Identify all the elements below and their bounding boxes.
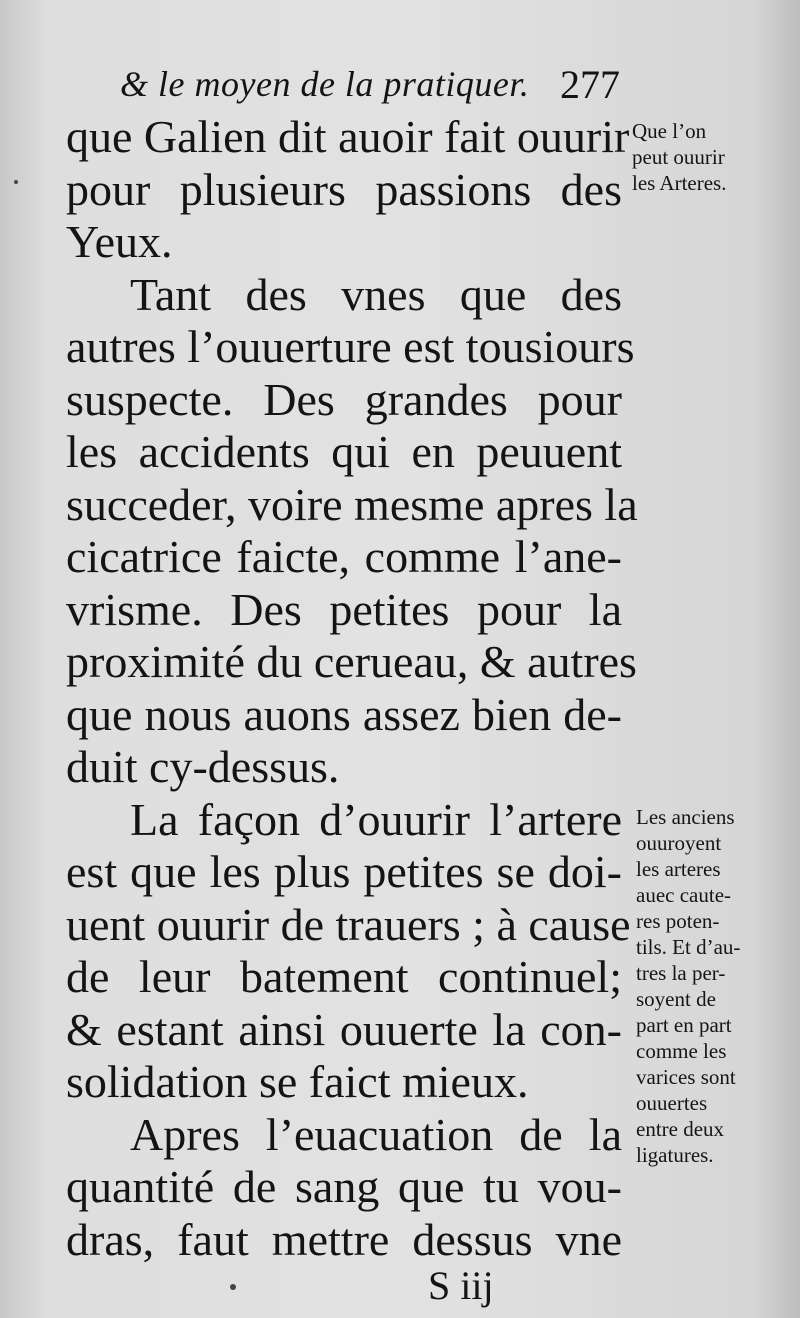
text-line: quantité de sang que tu vou- <box>66 1161 622 1212</box>
text-line: Apres l’euacuation de la <box>130 1108 622 1160</box>
text-line: succeder, voire mesme apres la <box>66 478 638 530</box>
margin-note-arteries <box>632 118 726 196</box>
text-line: de leur batement continuel; <box>66 951 622 1002</box>
text-line: les accidents qui en peuuent <box>66 426 622 477</box>
margin-note-line: entre deux <box>636 1117 725 1141</box>
text-line: est que les plus petites se doi- <box>66 846 622 897</box>
text-line: vrisme. Des petites pour la <box>66 583 622 635</box>
margin-note-ancients <box>636 804 740 1168</box>
margin-note-line: tres la per- <box>636 961 726 985</box>
margin-note-line: peut ouurir <box>632 145 725 169</box>
margin-note-line: comme les <box>636 1039 727 1063</box>
page-number: 277 <box>560 62 620 107</box>
text-line: autres l’ouuerture est tousiours <box>66 321 635 372</box>
margin-note-line: Que l’on <box>632 119 707 143</box>
margin-note-line: varices sont <box>636 1065 736 1089</box>
text-line: dras, faut mettre dessus vne <box>66 1213 622 1265</box>
text-line: suspecte. Des grandes pour <box>66 373 622 425</box>
text-line: uent ouurir de trauers ; à cause <box>66 898 631 950</box>
ink-speck <box>230 1284 236 1290</box>
text-line: que nous auons assez bien de- <box>66 688 622 740</box>
margin-note-line: ouuertes <box>636 1091 708 1115</box>
text-line: duit cy-dessus. <box>66 741 340 792</box>
margin-note-line: part en part <box>636 1013 732 1037</box>
running-header <box>100 55 620 105</box>
margin-note-line: auec caute- <box>636 883 732 907</box>
text-line: que Galien dit auoir fait ouurir <box>66 111 630 162</box>
text-line: cicatrice faicte, comme l’ane- <box>66 531 622 582</box>
text-line: pour plusieurs passions des <box>66 163 622 215</box>
margin-note-line: res poten- <box>636 909 720 933</box>
margin-note-line: les Arteres. <box>632 171 727 195</box>
signature-mark: S iij <box>428 1263 494 1308</box>
margin-note-line: ligatures. <box>636 1143 714 1167</box>
margin-note-line: Les anciens <box>636 805 735 829</box>
text-line: proximité du cerueau, & autres <box>66 636 637 687</box>
ink-speck <box>14 180 18 184</box>
text-line: & estant ainsi ouuerte la con- <box>66 1003 622 1055</box>
text-line: La façon d’ouurir l’artere <box>130 793 622 845</box>
margin-note-line: tils. Et d’au- <box>636 935 741 959</box>
margin-note-line: ouuroyent <box>636 831 722 855</box>
header-title: & le moyen de la pratiquer. <box>120 64 530 104</box>
margin-note-line: soyent de <box>636 987 716 1011</box>
text-line: Tant des vnes que des <box>130 268 622 320</box>
text-line: Yeux. <box>66 216 173 267</box>
text-line: solidation se faict mieux. <box>66 1056 529 1107</box>
margin-note-line: les arteres <box>636 857 721 881</box>
